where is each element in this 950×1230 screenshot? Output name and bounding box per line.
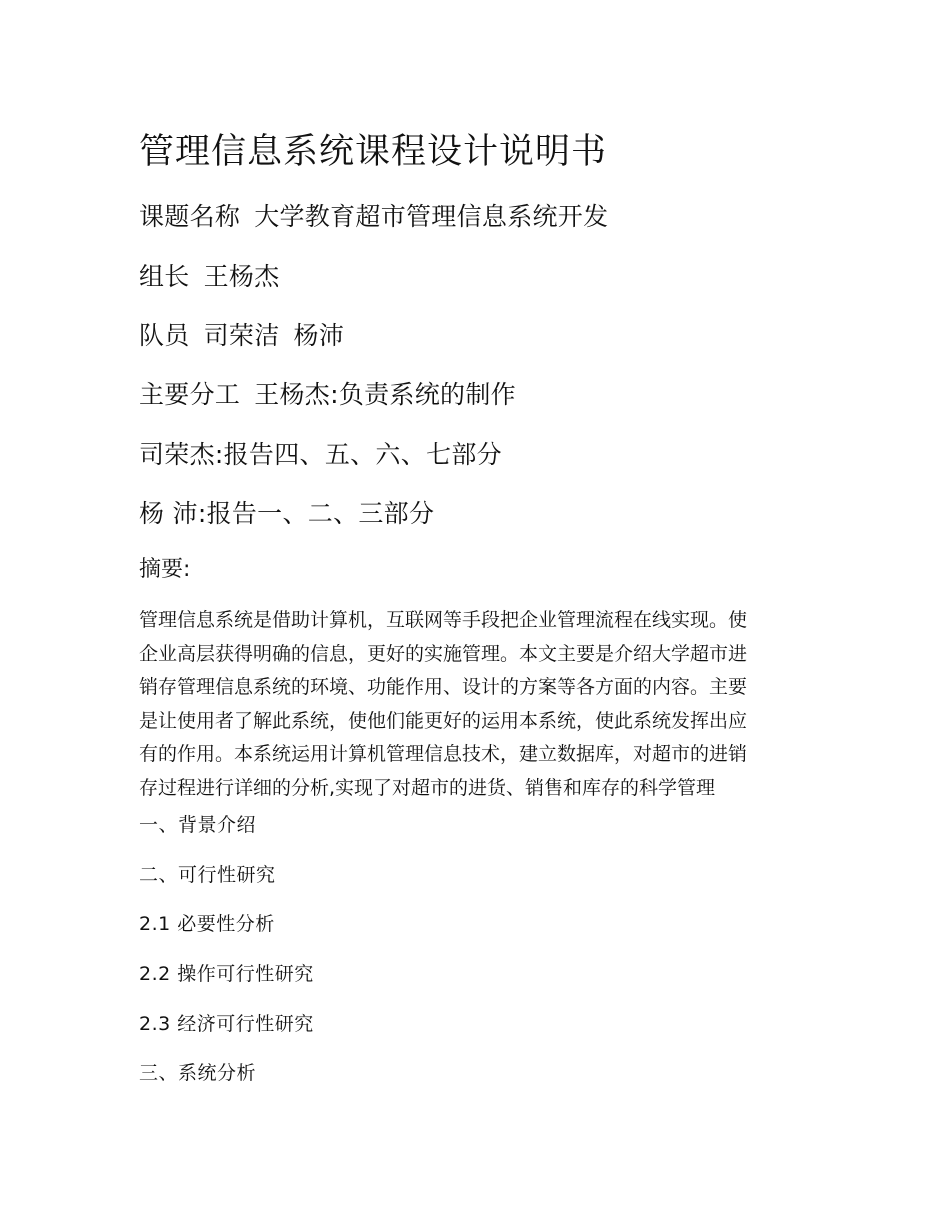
leader-line (139, 257, 280, 293)
abstract-line: 有的作用。本系统运用计算机管理信息技术，建立数据库，对超市的进销 (139, 743, 748, 765)
abstract-line: 销存管理信息系统的环境、功能作用、设计的方案等各方面的内容。主要 (139, 676, 748, 698)
abstract-line: 存过程进行详细的分析,实现了对超市的进货、销售和库存的科学管理 (139, 776, 716, 799)
document-title: 管理信息系统课程设计说明书 (139, 132, 608, 172)
toc-item: 二、可行性研究 (139, 864, 276, 886)
abstract-paragraph (139, 604, 819, 805)
toc-item: 三、系统分析 (139, 1062, 257, 1084)
subject-value: 大学教育超市管理信息系统开发 (254, 202, 609, 231)
abstract-line: 管理信息系统是借助计算机，互联网等手段把企业管理流程在线实现。使 (139, 609, 748, 631)
subject-label: 课题名称 (139, 202, 241, 231)
members-label: 队员 (139, 321, 190, 350)
leader-label: 组长 (139, 262, 190, 291)
toc-item: 2.1 必要性分析 (139, 913, 275, 935)
abstract-line: 企业高层获得明确的信息，更好的实施管理。本文主要是介绍大学超市进 (139, 642, 748, 665)
leader-value: 王杨杰 (203, 262, 280, 291)
abstract-line: 是让使用者了解此系统，使他们能更好的运用本系统，使此系统发挥出应 (139, 709, 748, 732)
member-name: 杨沛 (293, 321, 345, 350)
members-line (139, 316, 344, 352)
toc-item: 2.3 经济可行性研究 (139, 1013, 314, 1035)
division-label: 主要分工 (139, 380, 241, 409)
toc-item: 2.2 操作可行性研究 (139, 963, 314, 985)
toc-item: 一、背景介绍 (139, 814, 257, 836)
division-value: 王杨杰:负责系统的制作 (254, 380, 516, 409)
member-name: 司荣洁 (203, 321, 280, 350)
division-line (139, 375, 516, 411)
division-line-3: 杨 沛:报告一、二、三部分 (139, 499, 435, 528)
division-line-2: 司荣杰:报告四、五、六、七部分 (139, 440, 502, 469)
abstract-label: 摘要: (139, 557, 191, 582)
subject-line (139, 197, 608, 233)
